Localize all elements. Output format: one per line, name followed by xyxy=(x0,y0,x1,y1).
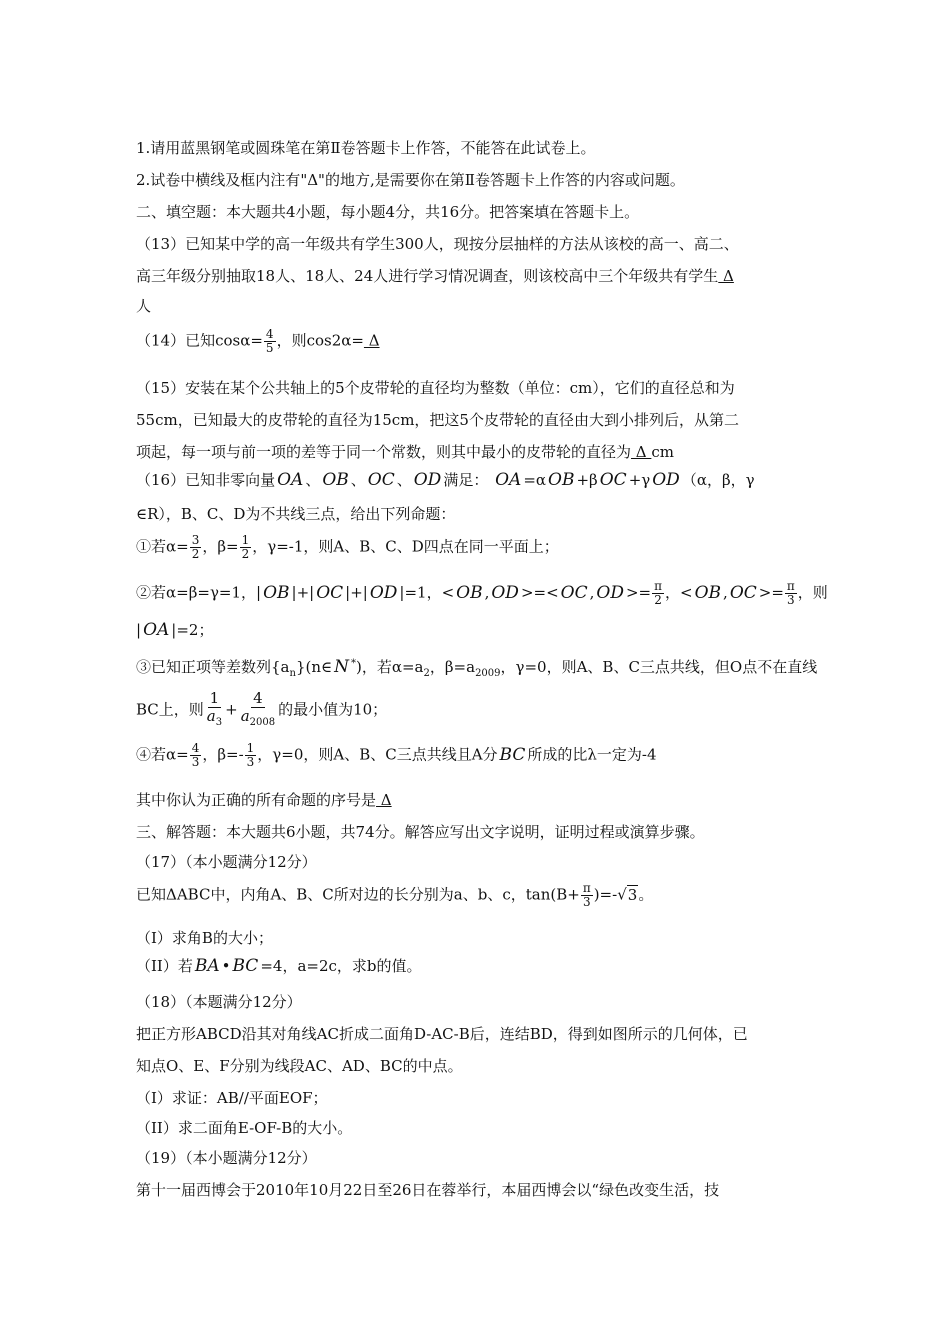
q15-line-3: 项起，每一项与前一项的差等于同一个常数，则其中最小的皮带轮的直径为 Δ cm xyxy=(136,443,675,461)
q13-line-2: 高三年级分别抽取18人、18人、24人进行学习情况调查，则该校高中三个年级共有学生 Δ xyxy=(136,267,734,285)
proposition-4: ④若α= $\frac{4}{3}$ ，β=- $\frac{1}{3}$ ，γ=0，则A、B、C三点共线且A分 BC 所成的比λ一定为-4 xyxy=(136,741,657,769)
q19-line-1: 第十一届西博会于2010年10月22日至26日在蓉举行，本届西博会以“绿色改变生活，技 xyxy=(136,1181,720,1199)
q18-part-1: （I）求证：AB//平面EOF； xyxy=(136,1089,328,1107)
section-3-header: 三、解答题：本大题共6小题，共74分。解答应写出文字说明，证明过程或演算步骤。 xyxy=(136,823,705,841)
proposition-3-line-2: BC上，则 $\frac{1}{a_3}$ + $\frac{4}{a_{2008}}$ 的最小值为10； xyxy=(136,689,388,728)
note-1: 1.请用蓝黑钢笔或圆珠笔在第Ⅱ卷答题卡上作答，不能答在此试卷上。 xyxy=(136,139,596,157)
q15-line-2: 55cm，已知最大的皮带轮的直径为15cm，把这5个皮带轮的直径由大到小排列后，从第二 xyxy=(136,411,739,429)
answer-blank: Δ xyxy=(363,331,380,350)
q13-line-1: （13）已知某中学的高一年级共有学生300人，现按分层抽样的方法从该校的高一、高二、 xyxy=(136,235,739,253)
section-2-header: 二、填空题：本大题共4小题，每小题4分，共16分。把答案填在答题卡上。 xyxy=(136,203,640,221)
q15-line-1: （15）安装在某个公共轴上的5个皮带轮的直径均为整数（单位：cm），它们的直径总和为 xyxy=(136,379,735,397)
q17-part-2: （II）若 BA • BC =4，a=2c，求b的值。 xyxy=(136,956,422,976)
q18-line-2: 知点O、E、F分别为线段AC、AD、BC的中点。 xyxy=(136,1057,463,1075)
q14-line: （14）已知cosα= $\frac{4}{5}$ ，则cos2α= Δ xyxy=(136,327,380,355)
q17-part-1: （I）求角B的大小； xyxy=(136,929,273,947)
q13-line-3: 人 xyxy=(136,297,152,315)
q17-line-1: 已知ΔABC中，内角A、B、C所对边的长分别为a、b、c，tan(B+ $\frac{\pi}{3}$ )=-√3。 xyxy=(136,881,654,909)
q16-line-2: ∈R），B、C、D为不共线三点，给出下列命题： xyxy=(136,505,456,523)
proposition-2-line-2: | OA |=2； xyxy=(136,620,214,640)
q19-title: （19）（本小题满分12分） xyxy=(136,1149,317,1167)
note-2: 2.试卷中横线及框内注有"Δ"的地方,是需要你在第Ⅱ卷答题卡上作答的内容或问题。 xyxy=(136,171,685,189)
q17-title: （17）（本小题满分12分） xyxy=(136,853,317,871)
proposition-3-line-1: ③已知正项等差数列$\{a_n\}(n\in$ N *)，若$\alpha=a_2$，$\beta=a_{2009}$，γ=0，则A、B、C三点共线，但O点不在直线 xyxy=(136,657,818,679)
q18-line-1: 把正方形ABCD沿其对角线AC折成二面角D-AC-B后，连结BD，得到如图所示的几何体，已 xyxy=(136,1025,748,1043)
q16-answer-line: 其中你认为正确的所有命题的序号是 Δ xyxy=(136,791,392,809)
proposition-1: ①若α= $\frac{3}{2}$ ，β= $\frac{1}{2}$ ，γ=-1，则A、B、C、D四点在同一平面上； xyxy=(136,533,559,561)
fraction: $\frac{4}{5}$ xyxy=(265,327,274,355)
q18-title: （18）（本题满分12分） xyxy=(136,993,302,1011)
answer-blank: Δ xyxy=(631,443,652,461)
proposition-2-line-1: ②若α=β=γ=1，| OB |+| OC |+| OD |=1，< OB , OD >=< OC , OD >= $\frac{\pi}{2}$ ，< OB , OC >= $\frac{\pi}{3}$ ，则 xyxy=(136,579,828,607)
answer-blank: Δ xyxy=(718,267,734,285)
q18-part-2: （II）求二面角E-OF-B的大小。 xyxy=(136,1119,353,1137)
answer-blank: Δ xyxy=(376,791,392,809)
q16-line-1: （16）已知非零向量 OA 、 OB 、 OC 、 OD 满足： OA =α OB +β OC +γ OD （α，β，γ xyxy=(136,470,755,490)
